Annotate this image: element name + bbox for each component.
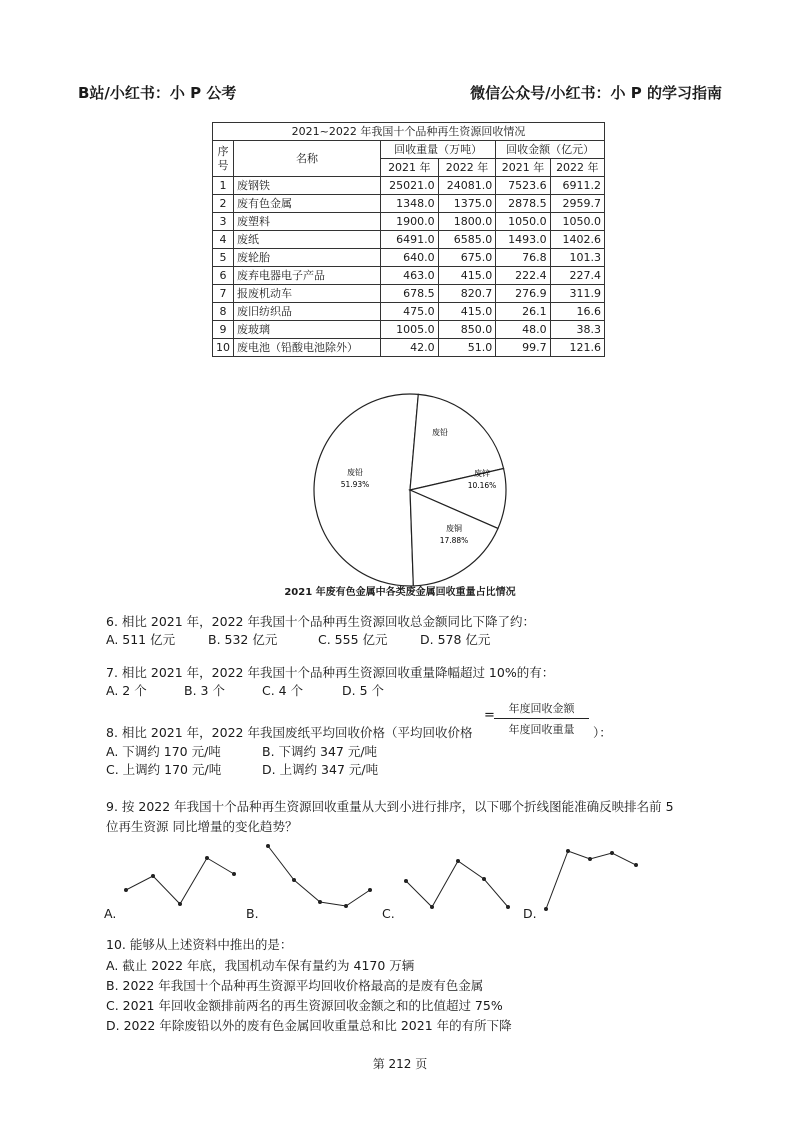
row-value: 222.4 — [496, 267, 550, 285]
row-value: 42.0 — [381, 339, 439, 357]
q9-chart-a — [120, 850, 245, 912]
row-value: 6491.0 — [381, 231, 439, 249]
q9-label-c: C. — [382, 906, 395, 921]
q9-label-a: A. — [104, 906, 117, 921]
row-seq: 3 — [213, 213, 234, 231]
table-row — [213, 303, 605, 321]
year-header: 2021 年 — [496, 159, 550, 177]
row-value: 2878.5 — [496, 195, 550, 213]
row-value: 227.4 — [550, 267, 604, 285]
row-name: 报废机动车 — [234, 285, 381, 303]
question-9-line2: 位再生资源 同比增量的变化趋势？ — [106, 819, 298, 834]
row-name: 废旧纺织品 — [234, 303, 381, 321]
q9-chart-d — [540, 843, 648, 913]
row-value: 820.7 — [438, 285, 496, 303]
row-value: 2959.7 — [550, 195, 604, 213]
row-value: 1348.0 — [381, 195, 439, 213]
q7-option-a: A. 2 个 — [106, 683, 147, 698]
header-right: 微信公众号/小红书：小 P 的学习指南 — [470, 84, 722, 102]
row-value: 76.8 — [496, 249, 550, 267]
q6-option-c: C. 555 亿元 — [318, 632, 388, 647]
table-row — [213, 285, 605, 303]
row-value: 6585.0 — [438, 231, 496, 249]
row-seq: 1 — [213, 177, 234, 195]
q6-option-b: B. 532 亿元 — [208, 632, 278, 647]
year-header: 2021 年 — [381, 159, 439, 177]
row-name: 废塑料 — [234, 213, 381, 231]
slice-label-copper: 废铜 — [446, 524, 462, 533]
slice-pct-copper: 17.88% — [439, 536, 469, 545]
question-6: 6. 相比 2021 年，2022 年我国十个品种再生资源回收总金额同比下降了约： — [106, 614, 535, 629]
row-name: 废钢铁 — [234, 177, 381, 195]
row-value: 16.6 — [550, 303, 604, 321]
q7-option-c: C. 4 个 — [262, 683, 304, 698]
row-name: 废电池（铅酸电池除外） — [234, 339, 381, 357]
table-row — [213, 195, 605, 213]
q8-option-d: D. 上调约 347 元/吨 — [262, 762, 379, 777]
q6-option-a: A. 511 亿元 — [106, 632, 176, 647]
pie-title: 2021 年废有色金属中各类废金属回收重量占比情况 — [284, 587, 516, 598]
row-seq: 10 — [213, 339, 234, 357]
row-value: 26.1 — [496, 303, 550, 321]
row-value: 415.0 — [438, 267, 496, 285]
row-value: 276.9 — [496, 285, 550, 303]
row-value: 38.3 — [550, 321, 604, 339]
year-header: 2022 年 — [438, 159, 496, 177]
q8-close: ）： — [593, 725, 612, 740]
row-value: 463.0 — [381, 267, 439, 285]
row-value: 1050.0 — [496, 213, 550, 231]
table-row — [213, 267, 605, 285]
q8-fraction — [494, 700, 589, 737]
page-number: 第 212 页 — [372, 1057, 428, 1071]
row-value: 1050.0 — [550, 213, 604, 231]
q8-option-c: C. 上调约 170 元/吨 — [106, 762, 222, 777]
row-value: 101.3 — [550, 249, 604, 267]
pie-chart — [310, 390, 510, 590]
question-9-line1: 9. 按 2022 年我国十个品种再生资源回收重量从大到小进行排序，以下哪个折线图能准确反映排名前 5 — [106, 799, 674, 814]
row-seq: 9 — [213, 321, 234, 339]
slice-label-lead: 废铅 — [347, 468, 363, 477]
q9-chart-c — [400, 845, 515, 913]
q9-label-d: D. — [523, 906, 537, 921]
row-value: 6911.2 — [550, 177, 604, 195]
slice-label-zinc: 废锌 — [474, 469, 490, 478]
row-value: 675.0 — [438, 249, 496, 267]
row-seq: 5 — [213, 249, 234, 267]
question-7: 7. 相比 2021 年，2022 年我国十个品种再生资源回收重量降幅超过 10%的有： — [106, 665, 555, 680]
q8-denominator: 年度回收重量 — [508, 723, 575, 736]
row-value: 1493.0 — [496, 231, 550, 249]
row-value: 1005.0 — [381, 321, 439, 339]
row-value: 7523.6 — [496, 177, 550, 195]
table-row — [213, 177, 605, 195]
col-name-header: 名称 — [234, 141, 381, 177]
q9-chart-b — [262, 840, 377, 912]
slice-pct-lead: 51.93% — [340, 480, 370, 489]
q8-equals: = — [484, 708, 495, 723]
header-left: B站/小红书：小 P 公考 — [78, 84, 237, 102]
table-row — [213, 321, 605, 339]
row-name: 废轮胎 — [234, 249, 381, 267]
q7-option-d: D. 5 个 — [342, 683, 384, 698]
question-10: 10. 能够从上述资料中推出的是： — [106, 937, 293, 952]
table-title: 2021~2022 年我国十个品种再生资源回收情况 — [213, 123, 605, 141]
q8-numerator: 年度回收金额 — [508, 702, 575, 715]
row-value: 1800.0 — [438, 213, 496, 231]
q10-option-b: B. 2022 年我国十个品种再生资源平均回收价格最高的是废有色金属 — [106, 978, 484, 993]
row-seq: 4 — [213, 231, 234, 249]
row-value: 678.5 — [381, 285, 439, 303]
row-seq: 8 — [213, 303, 234, 321]
slice-label-top: 废铅 — [432, 428, 448, 437]
q8-option-b: B. 下调约 347 元/吨 — [262, 744, 378, 759]
col-seq-header: 序号 — [213, 141, 234, 177]
q10-option-c: C. 2021 年回收金额排前两名的再生资源回收金额之和的比值超过 75% — [106, 998, 503, 1013]
row-value: 1900.0 — [381, 213, 439, 231]
pie-slice-lead — [314, 394, 418, 586]
row-value: 24081.0 — [438, 177, 496, 195]
data-table — [212, 122, 605, 357]
q9-label-b: B. — [246, 906, 259, 921]
row-seq: 2 — [213, 195, 234, 213]
row-value: 475.0 — [381, 303, 439, 321]
row-seq: 6 — [213, 267, 234, 285]
q7-option-b: B. 3 个 — [184, 683, 225, 698]
row-value: 51.0 — [438, 339, 496, 357]
row-value: 1375.0 — [438, 195, 496, 213]
row-value: 1402.6 — [550, 231, 604, 249]
row-value: 640.0 — [381, 249, 439, 267]
row-value: 99.7 — [496, 339, 550, 357]
row-value: 121.6 — [550, 339, 604, 357]
col-weight-header: 回收重量（万吨） — [381, 141, 496, 159]
q8-option-a: A. 下调约 170 元/吨 — [106, 744, 221, 759]
row-value: 415.0 — [438, 303, 496, 321]
col-amount-header: 回收金额（亿元） — [496, 141, 605, 159]
row-value: 25021.0 — [381, 177, 439, 195]
table-row — [213, 213, 605, 231]
row-name: 废玻璃 — [234, 321, 381, 339]
table-row — [213, 339, 605, 357]
row-name: 废弃电器电子产品 — [234, 267, 381, 285]
q10-option-a: A. 截止 2022 年底，我国机动车保有量约为 4170 万辆 — [106, 958, 415, 973]
year-header: 2022 年 — [550, 159, 604, 177]
slice-pct-zinc: 10.16% — [467, 481, 497, 490]
table-row — [213, 249, 605, 267]
table-row — [213, 231, 605, 249]
row-name: 废纸 — [234, 231, 381, 249]
row-value: 311.9 — [550, 285, 604, 303]
row-seq: 7 — [213, 285, 234, 303]
fraction-bar — [494, 718, 589, 719]
row-value: 850.0 — [438, 321, 496, 339]
question-8: 8. 相比 2021 年，2022 年我国废纸平均回收价格（平均回收价格 — [106, 725, 473, 740]
q10-option-d: D. 2022 年除废铅以外的废有色金属回收重量总和比 2021 年的有所下降 — [106, 1018, 512, 1033]
row-value: 48.0 — [496, 321, 550, 339]
row-name: 废有色金属 — [234, 195, 381, 213]
q6-option-d: D. 578 亿元 — [420, 632, 491, 647]
